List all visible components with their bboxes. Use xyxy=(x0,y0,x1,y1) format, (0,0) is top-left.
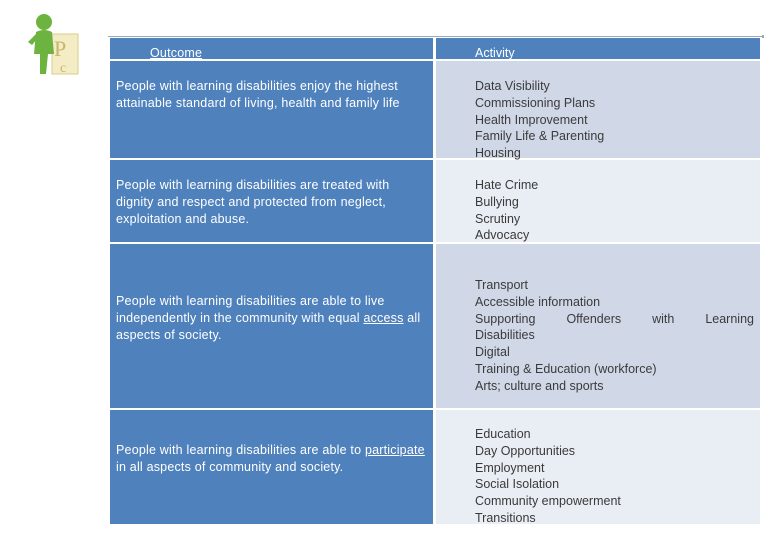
activity-item: Commissioning Plans xyxy=(475,95,596,110)
activity-item: Arts; culture and sports xyxy=(475,378,604,393)
header-activity: Activity xyxy=(436,38,760,59)
activity-item: Housing xyxy=(475,146,521,161)
activity-item: Accessible information xyxy=(475,294,601,309)
activity-item: Bullying xyxy=(475,194,519,209)
activity-cell xyxy=(436,244,760,408)
activity-item: Family Life & Parenting xyxy=(475,129,605,144)
activity-item: Community empowerment xyxy=(475,494,621,509)
activity-item: Digital xyxy=(475,345,510,360)
outcome-cell: People with learning disabilities are able to participate in all aspects of community and society. xyxy=(110,410,433,524)
activity-item: Training & Education (workforce) xyxy=(475,361,657,376)
activity-item-justified: Supporting Offenders with Learning xyxy=(475,311,754,326)
activity-item: Health Improvement xyxy=(475,112,588,127)
activity-item: Scrutiny xyxy=(475,211,521,226)
svg-text:P: P xyxy=(54,36,67,61)
activity-item: Day Opportunities xyxy=(475,443,576,458)
header-outcome: Outcome xyxy=(110,38,433,59)
table-row xyxy=(110,244,760,408)
activity-item: Employment xyxy=(475,460,545,475)
activity-cell xyxy=(436,61,760,161)
activity-item: Hate Crime xyxy=(475,178,539,192)
outcome-emphasis: participate xyxy=(364,443,425,457)
activity-item: Data Visibility xyxy=(475,79,550,93)
table-row xyxy=(110,61,760,161)
activity-cell xyxy=(436,160,760,242)
svg-text:c: c xyxy=(60,61,67,76)
activity-item: Transitions xyxy=(475,510,536,525)
person-logo-icon xyxy=(24,8,88,80)
outcome-cell: People with learning disabilities are treated with dignity and respect and protected from neglect, exploitation and abuse. xyxy=(110,160,433,242)
table-row xyxy=(110,160,760,242)
table-row xyxy=(110,410,760,524)
top-rule xyxy=(108,36,764,37)
outcome-emphasis: access xyxy=(363,310,404,325)
rule-end-mark xyxy=(762,35,764,38)
activity-item: Transport xyxy=(475,278,529,292)
activity-item: Advocacy xyxy=(475,228,530,243)
table-header-row xyxy=(110,38,760,59)
activity-item: Education xyxy=(475,427,531,441)
activity-item: Social Isolation xyxy=(475,477,560,492)
activity-item: Disabilities xyxy=(475,328,535,343)
outcomes-table xyxy=(110,38,760,526)
outcome-cell: People with learning disabilities enjoy the highest attainable standard of living, health and family life xyxy=(110,61,433,158)
activity-cell xyxy=(436,410,760,524)
outcome-cell: People with learning disabilities are able to live independently in the community with equal access all aspects of society. xyxy=(110,244,433,408)
